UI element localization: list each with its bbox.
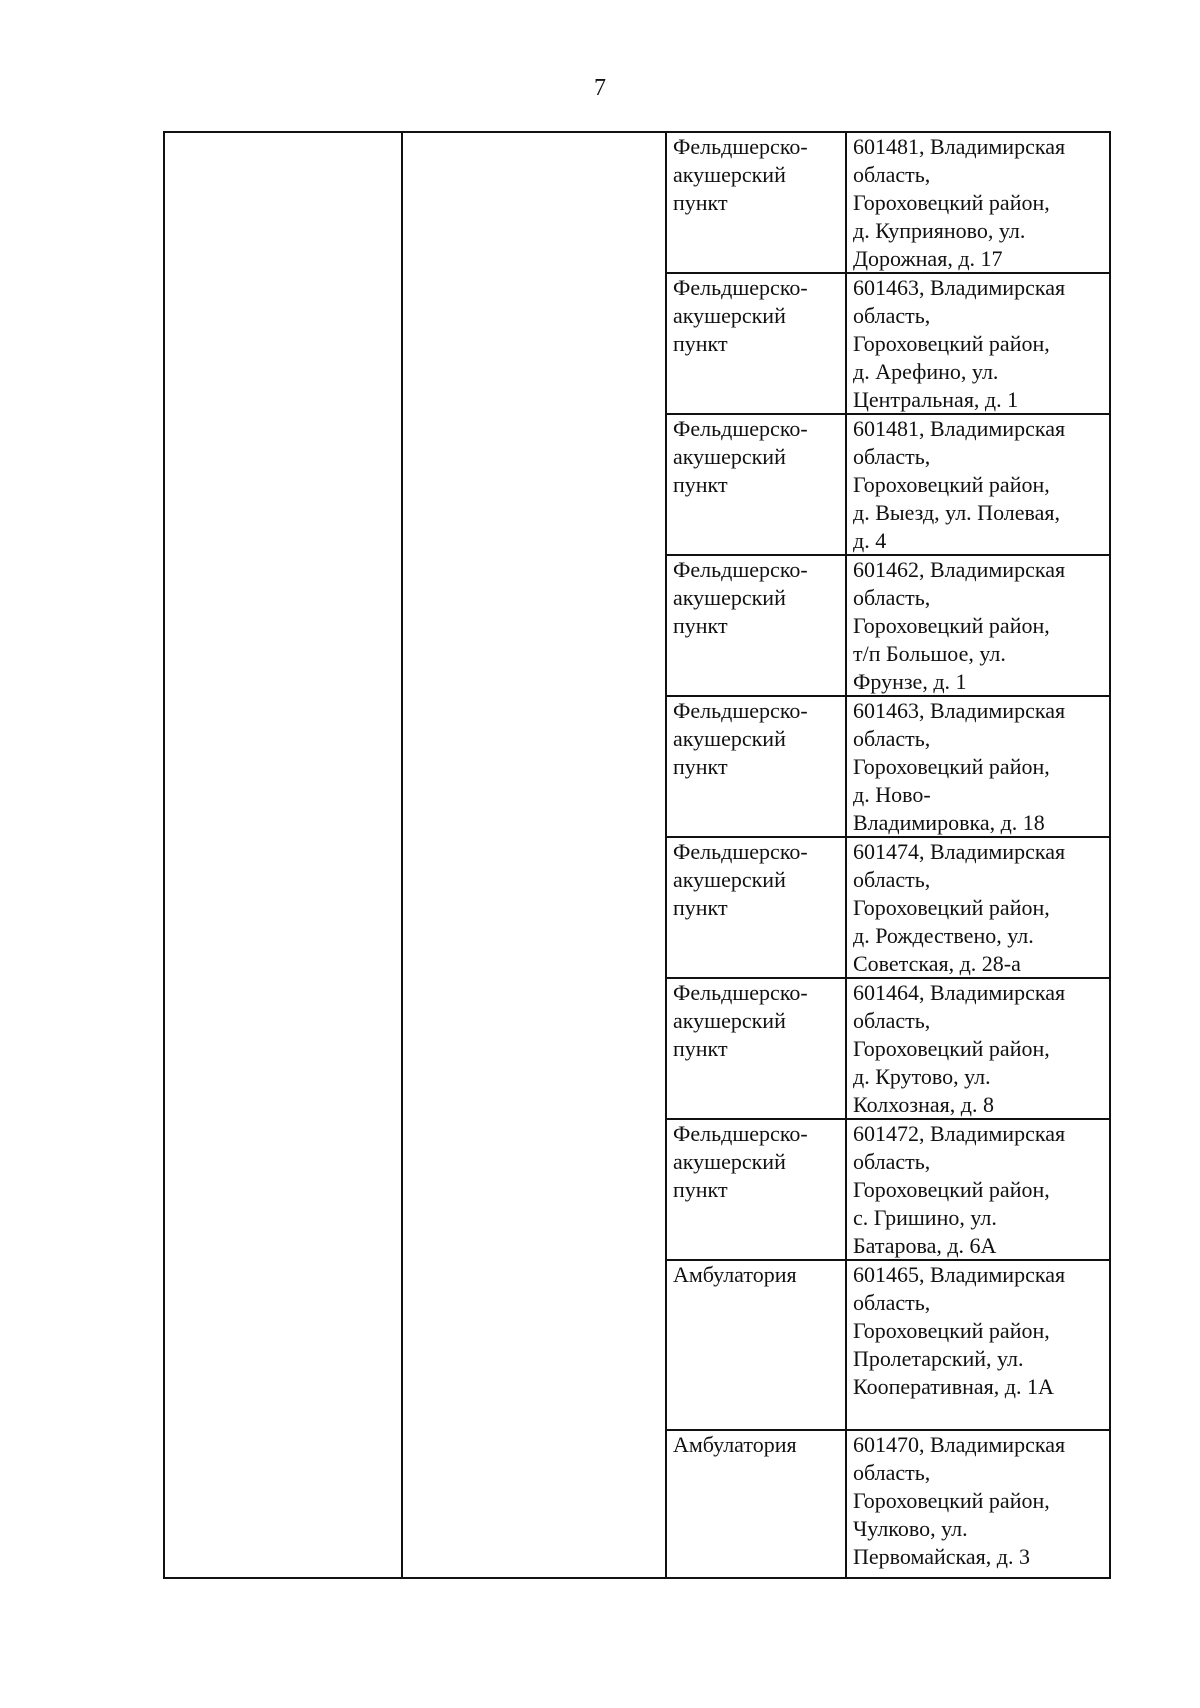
table-row: [665, 1431, 1109, 1577]
facility-type: Фельдшерско- акушерский пункт: [673, 416, 808, 497]
facility-type: Амбулатория: [673, 1432, 797, 1457]
table-row: [665, 697, 1109, 838]
facility-type: Фельдшерско- акушерский пункт: [673, 275, 808, 356]
table-row: [665, 979, 1109, 1120]
facility-address: 601470, Владимирская область, Гороховецкий район, Чулково, ул. Первомайская, д. 3: [853, 1432, 1066, 1569]
facility-address: 601465, Владимирская область, Гороховецкий район, Пролетарский, ул. Кооперативная, д. 1А: [853, 1262, 1066, 1399]
facility-address: 601472, Владимирская область, Гороховецкий район, с. Гришино, ул. Батарова, д. 6А: [853, 1121, 1066, 1258]
facility-type: Фельдшерско- акушерский пункт: [673, 1121, 808, 1202]
facility-address: 601462, Владимирская область, Гороховецкий район, т/п Большое, ул. Фрунзе, д. 1: [853, 557, 1066, 694]
facility-address: 601481, Владимирская область, Гороховецкий район, д. Куприяново, ул. Дорожная, д. 17: [853, 134, 1066, 271]
facility-address: 601474, Владимирская область, Гороховецкий район, д. Рождествено, ул. Советская, д. 28-а: [853, 839, 1066, 976]
facility-type: Фельдшерско- акушерский пункт: [673, 980, 808, 1061]
facilities-table: [163, 131, 1111, 1579]
column-divider: [401, 133, 403, 1577]
table-row: [665, 1261, 1109, 1431]
facility-type: Фельдшерско- акушерский пункт: [673, 839, 808, 920]
facility-address: 601463, Владимирская область, Гороховецкий район, д. Ново- Владимировка, д. 18: [853, 698, 1066, 835]
facility-address: 601463, Владимирская область, Гороховецкий район, д. Арефино, ул. Центральная, д. 1: [853, 275, 1066, 412]
table-rows: [665, 133, 1109, 1577]
table-row: [665, 274, 1109, 415]
table-row: [665, 415, 1109, 556]
table-row: [665, 556, 1109, 697]
table-row: [665, 133, 1109, 274]
facility-type: Амбулатория: [673, 1262, 797, 1287]
facility-address: 601464, Владимирская область, Гороховецкий район, д. Крутово, ул. Колхозная, д. 8: [853, 980, 1066, 1117]
page-number: 7: [594, 75, 606, 101]
facility-type: Фельдшерско- акушерский пункт: [673, 698, 808, 779]
table-row: [665, 1120, 1109, 1261]
facility-address: 601481, Владимирская область, Гороховецкий район, д. Выезд, ул. Полевая, д. 4: [853, 416, 1066, 553]
table-row: [665, 838, 1109, 979]
facility-type: Фельдшерско- акушерский пункт: [673, 557, 808, 638]
facility-type: Фельдшерско- акушерский пункт: [673, 134, 808, 215]
